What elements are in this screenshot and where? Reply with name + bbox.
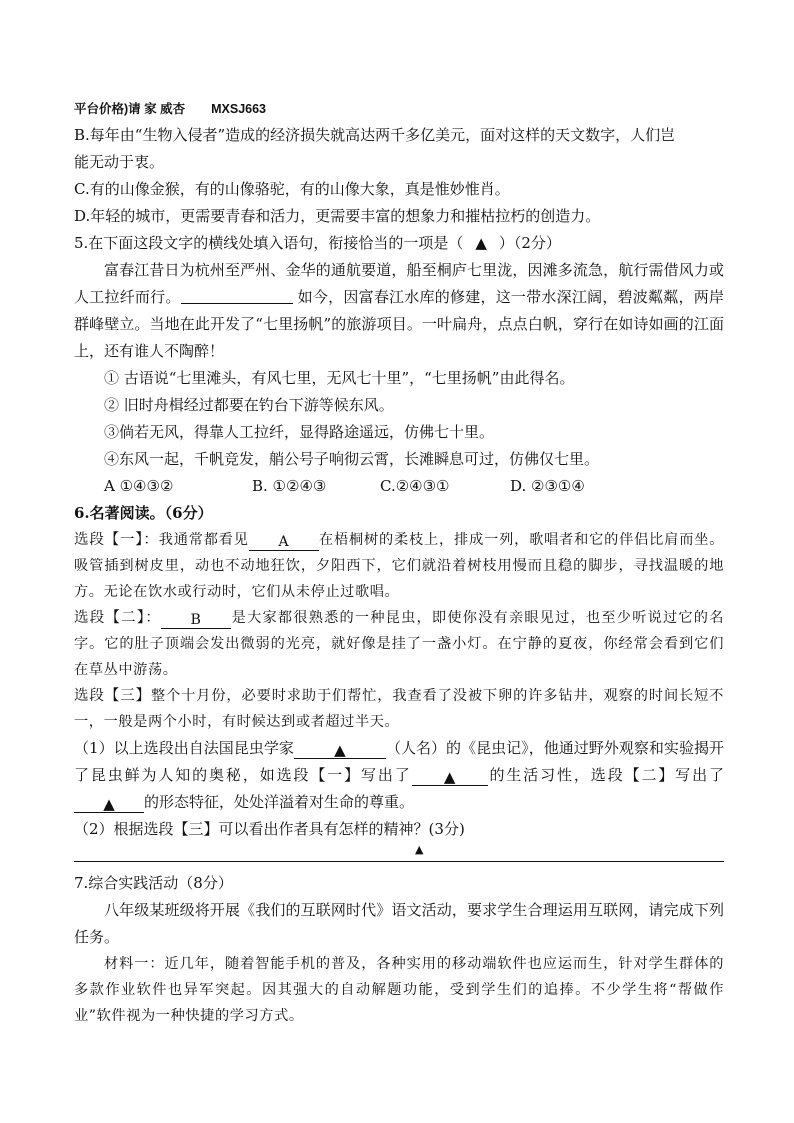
q7-material-1: 材料一：近几年，随着智能手机的普及，各种实用的移动端软件也应运而生，针对学生群体的多款作业软件也异军突起。因其强大的自动解题功能，受到学生们的追捧。不少学生将“帮做作业”软件视为一种快捷的学习方式。 (74, 956, 724, 1024)
q6-blank-b: B (161, 612, 231, 629)
q6-answer-line (74, 843, 724, 862)
q5-item-2: ② 旧时舟楫经过都要在钓台下游等候东风。 (104, 396, 394, 414)
q5-stem-before: 5.在下面这段文字的横线处填入语句，衔接恰当的一项是（ (74, 234, 464, 252)
q6-sel2-label: 选段【二】： (74, 610, 162, 626)
q6-blank-form: ▲ (74, 796, 144, 813)
q6-selection-2 (74, 605, 724, 683)
q4-option-d: D.年轻的城市，更需要青春和活力，更需要丰富的想象力和摧枯拉朽的创造力。 (74, 207, 601, 225)
q6-sub1-part-b: （人名）的《昆虫记》，他通过野外观察和实验揭开了昆虫鲜为人知的奥秘，如选段【一】写出了 (74, 739, 724, 784)
q5-answer-mark: ▲ (475, 234, 487, 252)
header-code: MXSJ663 (211, 102, 267, 116)
q5-item-3: ③倘若无风，得靠人工拉纤，显得路途遥远，仿佛七十里。 (104, 423, 495, 441)
q5-item-4: ④东风一起，千帆竞发，艄公号子响彻云霄，长滩瞬息可过，仿佛仅七里。 (104, 450, 600, 468)
header-title: 平台价格)请 家 威杏 (74, 102, 186, 116)
q5-choices (74, 473, 724, 500)
q6-answer-mark: ▲ (415, 843, 424, 856)
q6-sel2-rest: 是大家都很熟悉的一种昆虫，即使你没有亲眼见过，也至少听说过它的名字。它的肚子顶端会发出微弱的光亮，就好像是挂了一盏小灯。在宁静的夏夜，你经常会看到它们在草丛中游荡。 (74, 610, 725, 678)
q4-option-b-line2: 能无动于衷。 (74, 153, 165, 171)
q6-sel1-prefix: 我通常都看见 (158, 532, 249, 548)
q5-passage (74, 257, 724, 365)
q7-intro: 八年级某班级将开展《我们的互联网时代》语文活动，要求学生合理运用互联网，请完成下列任务。 (74, 901, 724, 946)
q6-sel3-label: 选段【三】 (74, 688, 151, 704)
q6-subquestion-2: （2）根据选段【三】可以看出作者具有怎样的精神？(3分) (74, 820, 465, 838)
q6-blank-a: A (249, 534, 319, 551)
q6-sub1-part-a: （1）以上选段出自法国昆虫学家 (74, 739, 294, 757)
q5-stem-after: ）（2分） (498, 234, 561, 252)
q6-sel1-rest: 在梧桐树的柔枝上，排成一列，歌唱者和它的伴侣比肩而坐。吸管插到树皮里，动也不动地狂饮，夕阳西下，它们就沿着树枝用慢而且稳的脚步，寻找温暖的地方。无论在饮水或行动时，它们从未停止过歌唱。 (74, 532, 724, 600)
q5-choice-a: A ①④③② (104, 477, 174, 495)
q5-choice-b: B. ①②④③ (252, 477, 327, 495)
q5-stem (74, 230, 724, 257)
q6-sub1-part-c: 的生活习性，选段【二】写出了 (487, 766, 724, 784)
q5-passage-part2: 如今，因富春江水库的修建，这一带水深江阔，碧波粼粼，两岸群峰壁立。当地在此开发了“七里扬帆”的旅游项目。一叶扁舟，点点白帆，穿行在如诗如画的江面上，还有谁人不陶醉！ (74, 288, 724, 360)
q6-sub1-part-d: 的形态特征，处处洋溢着对生命的尊重。 (144, 793, 415, 811)
q6-selection-3 (74, 683, 724, 735)
q6-selection-1 (74, 527, 724, 605)
q6-blank-habit: ▲ (412, 769, 488, 786)
q7-title: 7.综合实践活动（8分） (74, 874, 233, 892)
q5-choice-d: D. ②③①④ (510, 477, 585, 495)
q6-sel3-rest: 整个十月份，必要时求助于们帮忙，我查看了没被下卵的许多钻井，观察的时间长短不一，一般是两个小时，有时候达到或者超过半天。 (74, 688, 724, 730)
q5-fill-blank (181, 287, 293, 304)
exam-page (74, 100, 724, 1029)
q6-subquestion-1 (74, 735, 724, 816)
q4-option-c: C.有的山像金猴，有的山像骆驼，有的山像大象，真是惟妙惟肖。 (74, 180, 510, 198)
q5-item-1: ① 古语说“七里滩头，有风七里，无风七十里”，“七里扬帆”由此得名。 (104, 369, 575, 387)
page-header (74, 100, 724, 118)
q6-blank-author: ▲ (294, 742, 386, 759)
q5-choice-c: C.②④③① (380, 477, 450, 495)
q6-sel1-label: 选段【一】： (74, 532, 159, 548)
q4-option-b-line1: B.每年由“生物入侵者”造成的经济损失就高达两千多亿美元，面对这样的天文数字，人们岂 (74, 126, 676, 144)
q5-passage-part1: 富春江昔日为杭州至严州、金华的通航要道，船至桐庐七里泷，因滩多流急，航行需借风力或人工拉纤而行。 (74, 261, 724, 306)
q6-title: 6.名著阅读。（6分） (74, 504, 213, 522)
